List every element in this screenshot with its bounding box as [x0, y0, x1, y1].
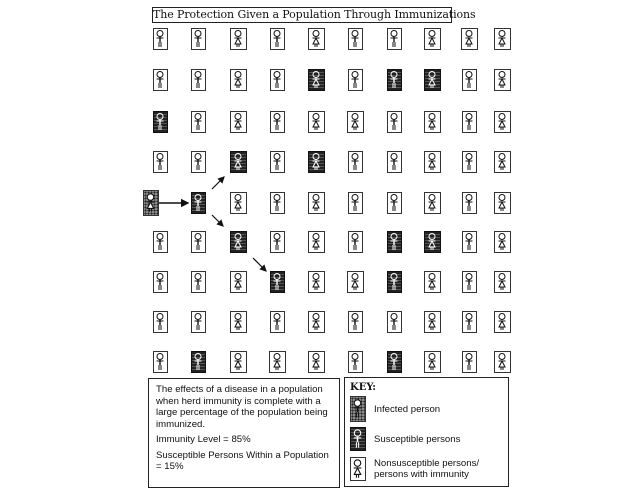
nonsusceptible-person-male-icon — [191, 28, 206, 50]
susceptible-person-female-icon — [424, 69, 441, 91]
nonsusceptible-person-male-icon — [153, 271, 168, 293]
nonsusceptible-person-female-icon — [230, 69, 247, 91]
nonsusceptible-person-female-icon — [308, 28, 325, 50]
susceptible-person-male-icon — [270, 271, 285, 293]
nonsusceptible-person-male-icon — [270, 231, 285, 253]
infected-person-icon — [350, 396, 366, 422]
nonsusceptible-person-female-icon — [230, 351, 247, 373]
susceptible-person-female-icon — [230, 151, 247, 173]
nonsusceptible-person-male-icon — [191, 311, 206, 333]
key-item-susceptible — [350, 426, 503, 452]
nonsusceptible-person-male-icon — [191, 271, 206, 293]
nonsusceptible-person-male-icon — [462, 192, 477, 214]
nonsusceptible-person-female-icon — [424, 111, 441, 133]
description-text: The effects of a disease in a population when herd immunity is complete with a large percentage of the population being immunized. — [156, 384, 328, 430]
nonsusceptible-person-female-icon — [230, 192, 247, 214]
nonsusceptible-person-female-icon — [461, 28, 478, 50]
nonsusceptible-person-female-icon — [308, 192, 325, 214]
nonsusceptible-person-female-icon — [494, 231, 511, 253]
nonsusceptible-person-male-icon — [153, 231, 168, 253]
nonsusceptible-person-male-icon — [348, 192, 363, 214]
nonsusceptible-person-male-icon — [270, 192, 285, 214]
susceptible-person-female-icon — [230, 231, 247, 253]
nonsusceptible-person-female-icon — [494, 311, 511, 333]
susceptible-person-male-icon — [191, 192, 206, 214]
nonsusceptible-person-male-icon — [387, 28, 402, 50]
nonsusceptible-person-female-icon — [494, 271, 511, 293]
susceptible-person-male-icon — [387, 69, 402, 91]
nonsusceptible-person-male-icon — [348, 28, 363, 50]
nonsusceptible-person-male-icon — [462, 151, 477, 173]
nonsusceptible-person-female-icon — [494, 69, 511, 91]
key-label: Nonsusceptible persons/ persons with immunity — [374, 458, 480, 480]
nonsusceptible-person-female-icon — [424, 192, 441, 214]
nonsusceptible-person-female-icon — [494, 28, 511, 50]
description-box — [148, 378, 340, 488]
nonsusceptible-person-male-icon — [348, 231, 363, 253]
susceptible-person-male-icon — [387, 231, 402, 253]
nonsusceptible-person-male-icon — [348, 151, 363, 173]
nonsusceptible-person-female-icon — [424, 351, 441, 373]
key-label: Infected person — [374, 403, 441, 415]
nonsusceptible-person-male-icon — [387, 111, 402, 133]
nonsusceptible-person-female-icon — [269, 351, 286, 373]
nonsusceptible-person-female-icon — [494, 192, 511, 214]
susceptible-person-male-icon — [387, 351, 402, 373]
nonsusceptible-person-male-icon — [387, 192, 402, 214]
susceptible-person-female-icon — [308, 69, 325, 91]
nonsusceptible-person-male-icon — [270, 151, 285, 173]
susceptible-person-female-icon — [424, 231, 441, 253]
key-title: KEY: — [350, 382, 376, 393]
nonsusceptible-person-male-icon — [270, 69, 285, 91]
diagram-title: The Protection Given a Population Through Immunizations — [153, 8, 476, 21]
nonsusceptible-person-male-icon — [462, 111, 477, 133]
nonsusceptible-person-female-icon — [308, 231, 325, 253]
nonsusceptible-person-female-icon — [424, 151, 441, 173]
key-box — [344, 377, 509, 487]
infected-person-female-icon — [143, 190, 159, 216]
nonsusceptible-person-male-icon — [153, 151, 168, 173]
nonsusceptible-person-male-icon — [348, 69, 363, 91]
susceptible-person-male-icon — [191, 351, 206, 373]
immune-person-icon — [350, 457, 366, 481]
susceptible-percentage: Susceptible Persons Within a Population = 15% — [156, 449, 329, 472]
nonsusceptible-person-male-icon — [462, 271, 477, 293]
nonsusceptible-person-female-icon — [347, 111, 364, 133]
susceptible-person-icon — [350, 427, 366, 451]
key-item-nonsusceptible — [350, 456, 503, 482]
nonsusceptible-person-female-icon — [230, 271, 247, 293]
nonsusceptible-person-female-icon — [230, 111, 247, 133]
nonsusceptible-person-male-icon — [348, 311, 363, 333]
key-label: Susceptible persons — [374, 433, 461, 445]
nonsusceptible-person-male-icon — [153, 351, 168, 373]
nonsusceptible-person-male-icon — [191, 231, 206, 253]
immunity-level: Immunity Level = 85% — [156, 434, 251, 445]
nonsusceptible-person-male-icon — [191, 151, 206, 173]
nonsusceptible-person-male-icon — [153, 69, 168, 91]
nonsusceptible-person-female-icon — [494, 151, 511, 173]
nonsusceptible-person-female-icon — [424, 271, 441, 293]
nonsusceptible-person-female-icon — [494, 111, 511, 133]
nonsusceptible-person-male-icon — [348, 351, 363, 373]
nonsusceptible-person-female-icon — [308, 271, 325, 293]
nonsusceptible-person-male-icon — [387, 311, 402, 333]
nonsusceptible-person-female-icon — [308, 111, 325, 133]
nonsusceptible-person-male-icon — [191, 69, 206, 91]
nonsusceptible-person-male-icon — [462, 351, 477, 373]
nonsusceptible-person-female-icon — [308, 311, 325, 333]
nonsusceptible-person-female-icon — [347, 271, 364, 293]
nonsusceptible-person-male-icon — [270, 28, 285, 50]
nonsusceptible-person-female-icon — [230, 28, 247, 50]
nonsusceptible-person-male-icon — [462, 231, 477, 253]
nonsusceptible-person-male-icon — [462, 69, 477, 91]
nonsusceptible-person-male-icon — [153, 311, 168, 333]
nonsusceptible-person-male-icon — [270, 111, 285, 133]
nonsusceptible-person-male-icon — [191, 111, 206, 133]
nonsusceptible-person-male-icon — [462, 311, 477, 333]
nonsusceptible-person-male-icon — [153, 28, 168, 50]
nonsusceptible-person-female-icon — [308, 351, 325, 373]
nonsusceptible-person-female-icon — [494, 351, 511, 373]
key-item-infected — [350, 396, 503, 422]
nonsusceptible-person-female-icon — [424, 311, 441, 333]
susceptible-person-female-icon — [308, 151, 325, 173]
nonsusceptible-person-male-icon — [387, 151, 402, 173]
nonsusceptible-person-female-icon — [230, 311, 247, 333]
nonsusceptible-person-male-icon — [270, 311, 285, 333]
susceptible-person-male-icon — [387, 271, 402, 293]
susceptible-person-male-icon — [153, 111, 168, 133]
nonsusceptible-person-female-icon — [424, 28, 441, 50]
